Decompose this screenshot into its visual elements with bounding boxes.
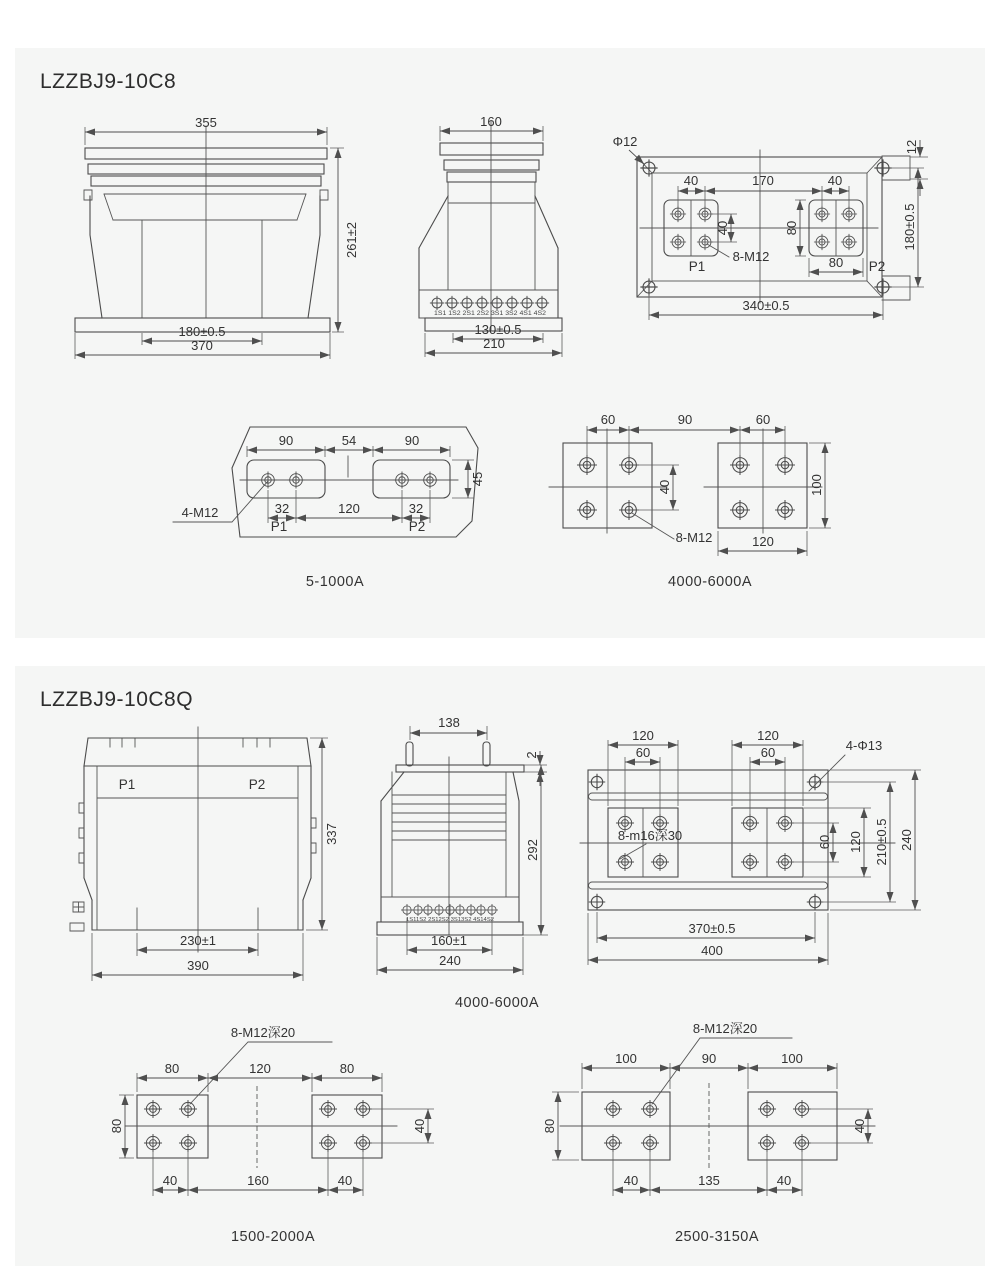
dim-45: 45 xyxy=(470,471,485,487)
dim-80-vert: 80 xyxy=(109,1118,124,1134)
dim-370: 370±0.5 xyxy=(688,921,736,936)
dim-100: 100 xyxy=(809,474,824,496)
dim-340: 340±0.5 xyxy=(742,298,790,313)
dim-40-vert: 40 xyxy=(715,220,730,236)
dim-261: 261±2 xyxy=(344,221,359,259)
dim-100-left: 100 xyxy=(615,1051,637,1066)
panel2-title: LZZBJ9-10C8Q xyxy=(40,688,194,711)
dim-355: 355 xyxy=(195,115,217,130)
caption-1500-2000a: 1500-2000A xyxy=(230,1229,316,1245)
dim-230: 230±1 xyxy=(179,933,217,948)
hole-dia-label: Φ12 xyxy=(612,134,638,149)
dim-160: 160 xyxy=(247,1173,269,1188)
terminal-labels: 1S11S2 2S12S2 3S13S2 4S14S2 xyxy=(406,917,494,923)
dim-32-right: 32 xyxy=(408,501,424,516)
dim-80-left: 80 xyxy=(164,1061,180,1076)
dim-210: 210±0.5 xyxy=(874,818,889,866)
dim-40-right: 40 xyxy=(827,173,843,188)
p1-top-view xyxy=(613,134,928,320)
p1-side-view xyxy=(419,114,562,357)
dim-80-right: 80 xyxy=(339,1061,355,1076)
dim-60-left: 60 xyxy=(600,412,616,427)
dim-90-left: 90 xyxy=(278,433,294,448)
p1-pad-5-1000a xyxy=(173,427,485,590)
dim-80-vert: 80 xyxy=(784,220,799,236)
dim-210: 210 xyxy=(483,336,505,351)
dim-180: 180±0.5 xyxy=(178,324,226,339)
p2-front-view xyxy=(70,727,339,981)
dim-135: 135 xyxy=(698,1173,720,1188)
dim-160: 160 xyxy=(480,114,502,129)
dim-370: 370 xyxy=(191,338,213,353)
dim-12: 12 xyxy=(904,139,919,155)
p1-label: P1 xyxy=(270,519,288,534)
dim-130: 130±0.5 xyxy=(474,322,522,337)
dim-60-left: 60 xyxy=(635,745,651,760)
dim-120: 120 xyxy=(752,534,774,549)
thread-label: 8-M12 xyxy=(732,249,770,264)
terminal-labels: 1S1 1S2 2S1 2S2 3S1 3S2 4S1 4S2 xyxy=(434,311,547,317)
dim-90: 90 xyxy=(677,412,693,427)
dim-160: 160±1 xyxy=(430,933,468,948)
dim-40-bottom-left: 40 xyxy=(623,1173,639,1188)
dim-2: 2 xyxy=(524,751,539,759)
p2-pad-2500-3150a xyxy=(542,1021,875,1245)
dim-80-pad: 80 xyxy=(828,255,844,270)
dim-240: 240 xyxy=(439,953,461,968)
caption-5-1000a: 5-1000A xyxy=(305,574,365,590)
dim-337: 337 xyxy=(324,823,339,845)
panel1-title: LZZBJ9-10C8 xyxy=(40,70,177,93)
thread-label: 8-m16深30 xyxy=(617,828,683,843)
thread-label: 8-M12深20 xyxy=(692,1021,758,1036)
dim-138: 138 xyxy=(438,715,460,730)
p2-top-view xyxy=(580,728,921,965)
dim-40-left: 40 xyxy=(683,173,699,188)
dim-40-vert: 40 xyxy=(412,1118,427,1134)
dim-292: 292 xyxy=(525,839,540,861)
dim-60-right: 60 xyxy=(755,412,771,427)
thread-label: 8-M12深20 xyxy=(230,1025,296,1040)
dim-32-left: 32 xyxy=(274,501,290,516)
dim-120: 120 xyxy=(338,501,360,516)
caption-4000-6000a: 4000-6000A xyxy=(454,995,540,1011)
dim-90: 90 xyxy=(701,1051,717,1066)
p1-label: P1 xyxy=(118,777,136,792)
thread-label: 8-M12 xyxy=(675,530,713,545)
dim-40-bottom-right: 40 xyxy=(776,1173,792,1188)
hole-dia-label: 4-Φ13 xyxy=(845,738,883,753)
p1-pad-4000-6000a xyxy=(549,412,831,590)
dim-170: 170 xyxy=(752,173,774,188)
dim-40-bottom-left: 40 xyxy=(162,1173,178,1188)
dim-60-right: 60 xyxy=(760,745,776,760)
p2-pad-1500-2000a xyxy=(109,1025,434,1245)
caption-4000-6000a: 4000-6000A xyxy=(667,574,753,590)
dim-120: 120 xyxy=(249,1061,271,1076)
dim-240: 240 xyxy=(899,829,914,851)
dim-100-right: 100 xyxy=(781,1051,803,1066)
caption-2500-3150a: 2500-3150A xyxy=(674,1229,760,1245)
terminal-screw-row xyxy=(430,296,549,310)
dim-40-bottom-right: 40 xyxy=(337,1173,353,1188)
dim-120-left: 120 xyxy=(632,728,654,743)
p2-label: P2 xyxy=(408,519,426,534)
p1-front-view xyxy=(75,115,359,359)
dim-60-vert: 60 xyxy=(817,834,832,850)
terminal-screw-row xyxy=(401,904,498,916)
thread-label: 4-M12 xyxy=(181,505,219,520)
dim-90-right: 90 xyxy=(404,433,420,448)
p2-label: P2 xyxy=(868,259,886,274)
dim-80-vert: 80 xyxy=(542,1118,557,1134)
dim-390: 390 xyxy=(187,958,209,973)
p1-label: P1 xyxy=(688,259,706,274)
dim-40-vert: 40 xyxy=(852,1118,867,1134)
dim-40-vert: 40 xyxy=(657,479,672,495)
p2-side-view xyxy=(377,715,548,1011)
dim-180: 180±0.5 xyxy=(902,203,917,251)
p2-label: P2 xyxy=(248,777,266,792)
dim-400: 400 xyxy=(701,943,723,958)
dim-54: 54 xyxy=(341,433,357,448)
dim-120-vert: 120 xyxy=(848,831,863,853)
dim-120-right: 120 xyxy=(757,728,779,743)
